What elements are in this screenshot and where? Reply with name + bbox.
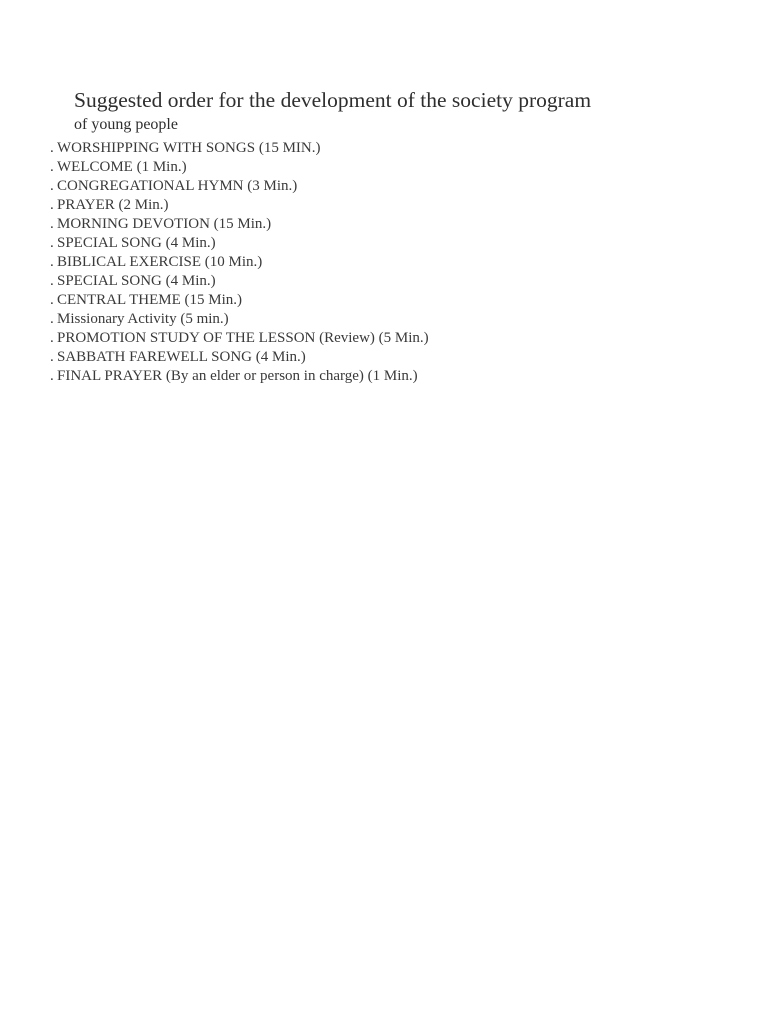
list-item-text: WELCOME (1 Min.) <box>57 159 187 175</box>
list-item <box>50 310 429 329</box>
list-item <box>50 196 429 215</box>
list-bullet: . <box>50 140 54 156</box>
list-item-text: CONGREGATIONAL HYMN (3 Min.) <box>57 178 298 194</box>
list-bullet: . <box>50 311 54 327</box>
list-item <box>50 158 429 177</box>
list-bullet: . <box>50 349 54 365</box>
list-item-text: Missionary Activity (5 min.) <box>57 311 229 327</box>
list-item <box>50 272 429 291</box>
list-item-text: MORNING DEVOTION (15 Min.) <box>57 216 272 232</box>
list-item-text: CENTRAL THEME (15 Min.) <box>57 292 242 308</box>
document-title: Suggested order for the development of the society program <box>74 88 592 112</box>
list-item-text: FINAL PRAYER (By an elder or person in charge) (1 Min.) <box>57 368 418 384</box>
list-bullet: . <box>50 159 54 175</box>
list-bullet: . <box>50 178 54 194</box>
list-item <box>50 348 429 367</box>
list-bullet: . <box>50 273 54 289</box>
list-item-text: BIBLICAL EXERCISE (10 Min.) <box>57 254 263 270</box>
list-item <box>50 329 429 348</box>
list-item-text: PROMOTION STUDY OF THE LESSON (Review) (5 Min.) <box>57 330 429 346</box>
list-item <box>50 367 429 386</box>
list-bullet: . <box>50 254 54 270</box>
list-bullet: . <box>50 292 54 308</box>
list-item <box>50 177 429 196</box>
list-item <box>50 291 429 310</box>
list-bullet: . <box>50 235 54 251</box>
list-bullet: . <box>50 216 54 232</box>
document-subtitle: of young people <box>74 116 178 133</box>
list-item-text: SPECIAL SONG (4 Min.) <box>57 235 216 251</box>
list-bullet: . <box>50 330 54 346</box>
list-item-text: SPECIAL SONG (4 Min.) <box>57 273 216 289</box>
list-item-text: PRAYER (2 Min.) <box>57 197 169 213</box>
list-item <box>50 234 429 253</box>
program-order-list <box>50 139 429 386</box>
list-bullet: . <box>50 197 54 213</box>
list-item-text: SABBATH FAREWELL SONG (4 Min.) <box>57 349 306 365</box>
list-item <box>50 139 429 158</box>
list-item-text: WORSHIPPING WITH SONGS (15 MIN.) <box>57 140 321 156</box>
list-bullet: . <box>50 368 54 384</box>
list-item <box>50 253 429 272</box>
list-item <box>50 215 429 234</box>
